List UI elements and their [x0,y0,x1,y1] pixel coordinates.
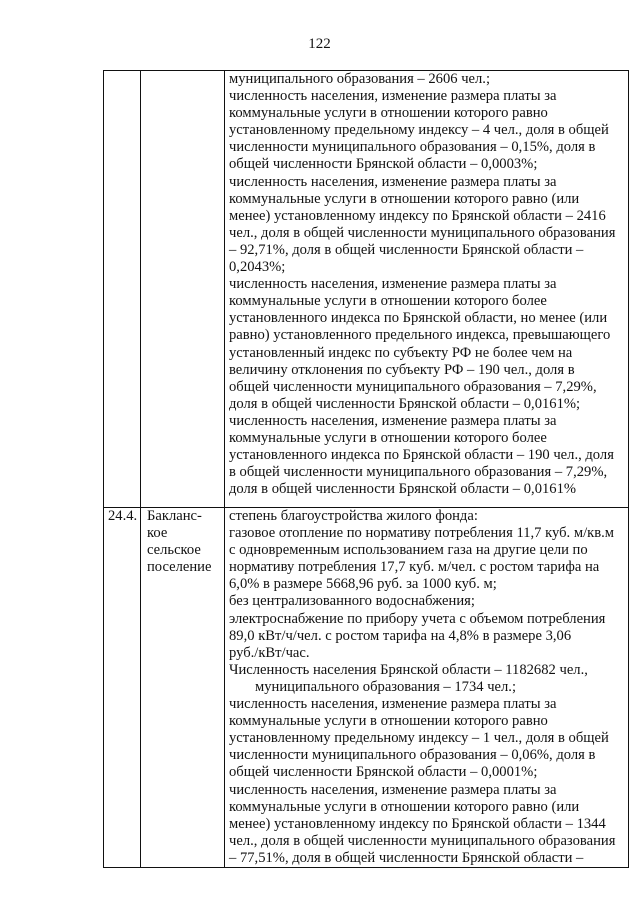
description-line: 6,0% в размере 5668,96 руб. за 1000 куб. м; [229,576,497,593]
description-line: нормативу потребления 17,7 куб. м/чел. с ростом тарифа на [229,559,600,576]
description-line: численность населения, изменение размера платы за [229,781,557,798]
description-line: менее) установленному индексу по Брянской области – 1344 [229,815,606,832]
settlement-name-line: кое [147,525,168,542]
description-cell [225,508,629,868]
description-line: в общей численности муниципального образования – 7,29%, [229,464,608,481]
description-line: численность населения, изменение размера платы за [229,276,557,293]
description-line: общей численности Брянской области – 0,0003%; [229,156,538,173]
description-line: 0,2043%; [229,259,286,276]
description-line: установленному предельному индексу – 1 чел., доля в общей [229,730,609,747]
description-line: величину отклонения по субъекту РФ – 190 чел., доля в [229,361,575,378]
description-line: руб./кВт/час. [229,644,310,661]
settlement-name-line: Бакланс- [147,508,202,524]
description-line: коммунальные услуги в отношении которого равно (или [229,798,580,815]
description-line: муниципального образования – 1734 чел.; [255,678,517,695]
description-line: муниципального образования – 2606 чел.; [229,71,491,87]
description-line: чел., доля в общей численности муниципального образования [229,832,616,849]
description-line: газовое отопление по нормативу потребления 11,7 куб. м/кв.м [229,525,614,542]
settlement-name-line: сельское [147,542,201,559]
description-line: – 77,51%, доля в общей численности Брянской области – [229,849,584,866]
row-number-cell [104,71,141,508]
page-number: 122 [308,36,331,52]
description-line: коммунальные услуги в отношении которого более [229,429,547,446]
description-line: с одновременным использованием газа на другие цели по [229,542,588,559]
description-line: доля в общей численности Брянской области – 0,0161% [229,481,577,498]
document-table [103,70,629,868]
description-line: коммунальные услуги в отношении которого равно (или [229,190,580,207]
description-line: установленного индекса по Брянской области, но менее (или [229,310,608,327]
description-line: численности муниципального образования – 0,15%, доля в [229,139,596,156]
description-line: чел., доля в общей численности муниципального образования [229,224,616,241]
description-line: коммунальные услуги в отношении которого равно [229,105,548,122]
description-line: численность населения, изменение размера платы за [229,173,557,190]
description-line: численность населения, изменение размера платы за [229,696,557,713]
description-cell [225,71,629,508]
description-line: общей численности Брянской области – 0,0001%; [229,764,538,781]
description-line: коммунальные услуги в отношении которого более [229,293,547,310]
description-line: электроснабжение по прибору учета с объемом потребления [229,610,606,627]
description-line: численности муниципального образования – 0,06%, доля в [229,747,596,764]
description-line: 89,0 кВт/ч/чел. с ростом тарифа на 4,8% в размере 3,06 [229,627,572,644]
description-line: численность населения, изменение размера платы за [229,412,557,429]
description-line: установленного индекса по Брянской области – 190 чел., доля [229,447,614,464]
description-line: равно) установленного предельного индекса, превышающего [229,327,611,344]
description-line: степень благоустройства жилого фонда: [229,508,478,524]
description-line: менее) установленному индексу по Брянской области – 2416 [229,207,606,224]
table-row [104,71,629,508]
settlement-name-line: поселение [147,559,212,576]
row-number-cell [104,508,141,868]
description-line: без централизованного водоснабжения; [229,593,475,610]
description-line: общей численности муниципального образования – 7,29%, [229,378,597,395]
settlement-name-cell [141,508,225,868]
row-number: 24.4. [108,508,138,524]
description-line: установленному предельному индексу – 4 чел., доля в общей [229,122,609,139]
description-line: коммунальные услуги в отношении которого равно [229,713,548,730]
description-line: доля в общей численности Брянской области – 0,0161%; [229,395,581,412]
table-row [104,508,629,868]
description-line: установленный индекс по субъекту РФ не более чем на [229,344,573,361]
settlement-name-cell [141,71,225,508]
description-line: численность населения, изменение размера платы за [229,88,557,105]
description-line: Численность населения Брянской области – 1182682 чел., [229,661,588,678]
description-line: – 92,71%, доля в общей численности Брянской области – [229,241,584,258]
